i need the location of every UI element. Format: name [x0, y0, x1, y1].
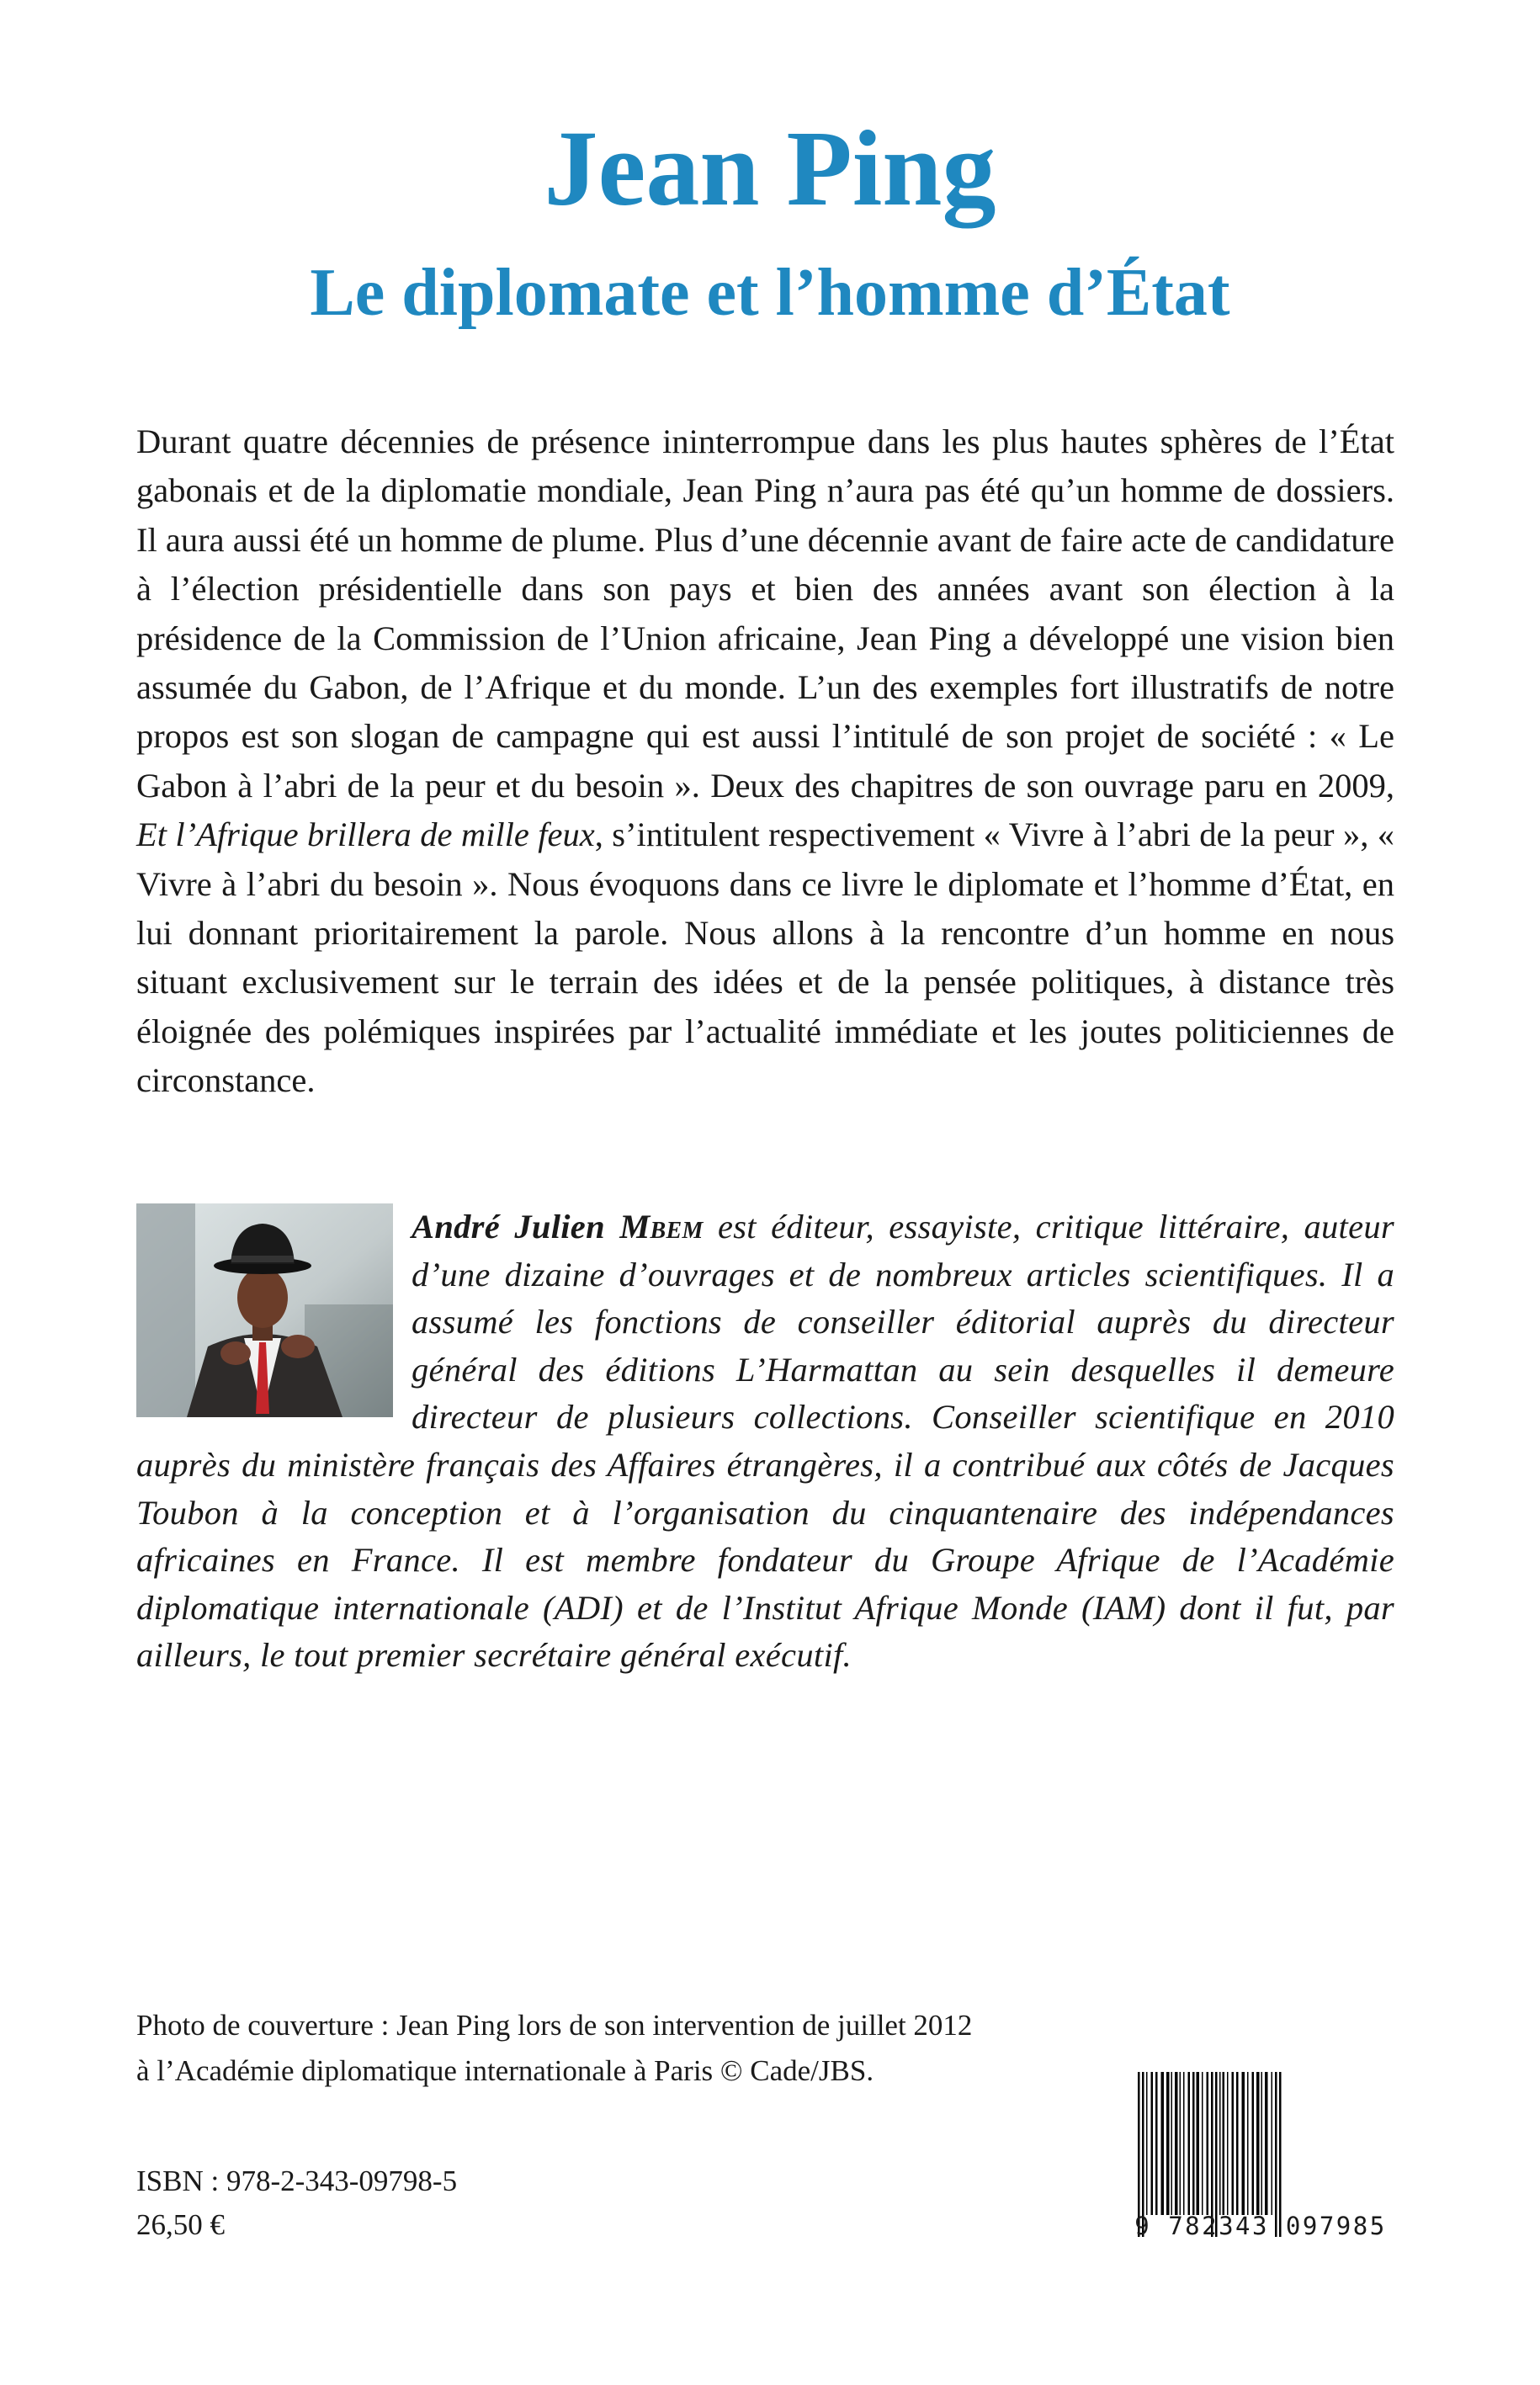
- price: 26,50 €: [136, 2208, 225, 2241]
- barcode-bar: [1252, 2072, 1255, 2215]
- barcode-bar: [1166, 2072, 1170, 2215]
- barcode-bar: [1197, 2072, 1200, 2215]
- barcode-bar: [1247, 2072, 1249, 2215]
- barcode-bar: [1171, 2072, 1173, 2215]
- back-cover-summary: [136, 417, 1394, 1106]
- photo-credit-line2: à l’Académie diplomatique internationale à Paris © Cade/JBS.: [136, 2054, 874, 2087]
- barcode-bar: [1261, 2072, 1263, 2215]
- barcode-bar: [1232, 2072, 1235, 2215]
- author-bio-block: [136, 1203, 1394, 1680]
- barcode-bar: [1223, 2072, 1225, 2215]
- author-bio-text: est éditeur, essayiste, critique littéraire, auteur d’une dizaine d’ouvrages et de nombreux articles scientifiques. Il a assumé les fonctions de conseiller éditorial auprès du directeur général des éditions L’Harmattan au sein desquelles il demeure directeur de plusieurs collections. Conseiller scientifique en 2010 auprès du ministère français des Affaires étrangères, il a contribué aux côtés de Jacques Toubon à la conception et à l’organisation du cinquantenaire des indépendances africaines en France. Il est membre fondateur du Groupe Afrique de l’Académie diplomatique internationale (ADI) et de l’Institut Afrique Monde (IAM) dont il fut, par ailleurs, le tout premier secrétaire général exécutif.: [136, 1208, 1394, 1675]
- barcode-bar: [1227, 2072, 1229, 2215]
- barcode-bar: [1272, 2072, 1273, 2215]
- summary-text-part1: Durant quatre décennies de présence ininterrompue dans les plus hautes sphères de l’État gabonais et de la diplomatie mondiale, Jean Ping n’aura pas été qu’un homme de dossiers. Il aura aussi été un homme de plume. Plus d’une décennie avant de faire acte de candidature à l’élection présidentielle dans son pays et bien des années avant son élection à la présidence de la Commission de l’Union africaine, Jean Ping a développé une vision bien assumée du Gabon, de l’Afrique et du monde. L’un des exemples fort illustratifs de notre propos est son slogan de campagne qui est aussi l’intitulé de son projet de société : « Le Gabon à l’abri de la peur et du besoin ». Deux des chapitres de son ouvrage paru en 2009,: [136, 422, 1394, 805]
- book-subtitle: Le diplomate et l’homme d’État: [310, 256, 1230, 330]
- book-title: Jean Ping: [544, 109, 996, 228]
- barcode-bar: [1180, 2072, 1182, 2215]
- barcode-bar: [1161, 2072, 1165, 2215]
- photo-credit-line1: Photo de couverture : Jean Ping lors de son intervention de juillet 2012: [136, 2009, 973, 2042]
- barcode-bar: [1175, 2072, 1178, 2215]
- barcode-bar: [1202, 2072, 1203, 2215]
- author-photo: [136, 1203, 393, 1417]
- barcode-bar: [1146, 2072, 1148, 2215]
- photo-credit: [136, 2003, 1230, 2094]
- barcode-bar: [1183, 2072, 1185, 2215]
- barcode-bar: [1242, 2072, 1245, 2215]
- isbn: ISBN : 978-2-343-09798-5: [136, 2165, 458, 2197]
- barcode-bar: [1256, 2072, 1260, 2215]
- barcode-bar: [1265, 2072, 1268, 2215]
- barcode-bar: [1236, 2072, 1239, 2215]
- barcode-bar: [1207, 2072, 1209, 2215]
- barcode-digits: 9 782343 097985: [1134, 2212, 1387, 2240]
- author-first-names: André Julien: [412, 1208, 605, 1246]
- barcode-bar: [1192, 2072, 1195, 2215]
- barcode-bar: [1151, 2072, 1154, 2215]
- barcode-bar: [1219, 2072, 1221, 2215]
- summary-text-part2: , s’intitulent respectivement « Vivre à l’abri de la peur », « Vivre à l’abri du besoin ». Nous évoquons dans ce livre le diplomate et l’homme d’État, en lui donnant prioritairement la parole. Nous allons à la rencontre d’un homme en nous situant exclusivement sur le terrain des idées et de la pensée politiques, à distance très éloignée des polémiques inspirées par l’actualité immédiate et les joutes politiciennes de circonstance.: [136, 815, 1394, 1100]
- barcode-bar: [1155, 2072, 1158, 2215]
- barcode-bar: [1188, 2072, 1191, 2215]
- cited-book-title: Et l’Afrique brillera de mille feux: [136, 815, 595, 854]
- author-surname: Mbem: [619, 1208, 704, 1246]
